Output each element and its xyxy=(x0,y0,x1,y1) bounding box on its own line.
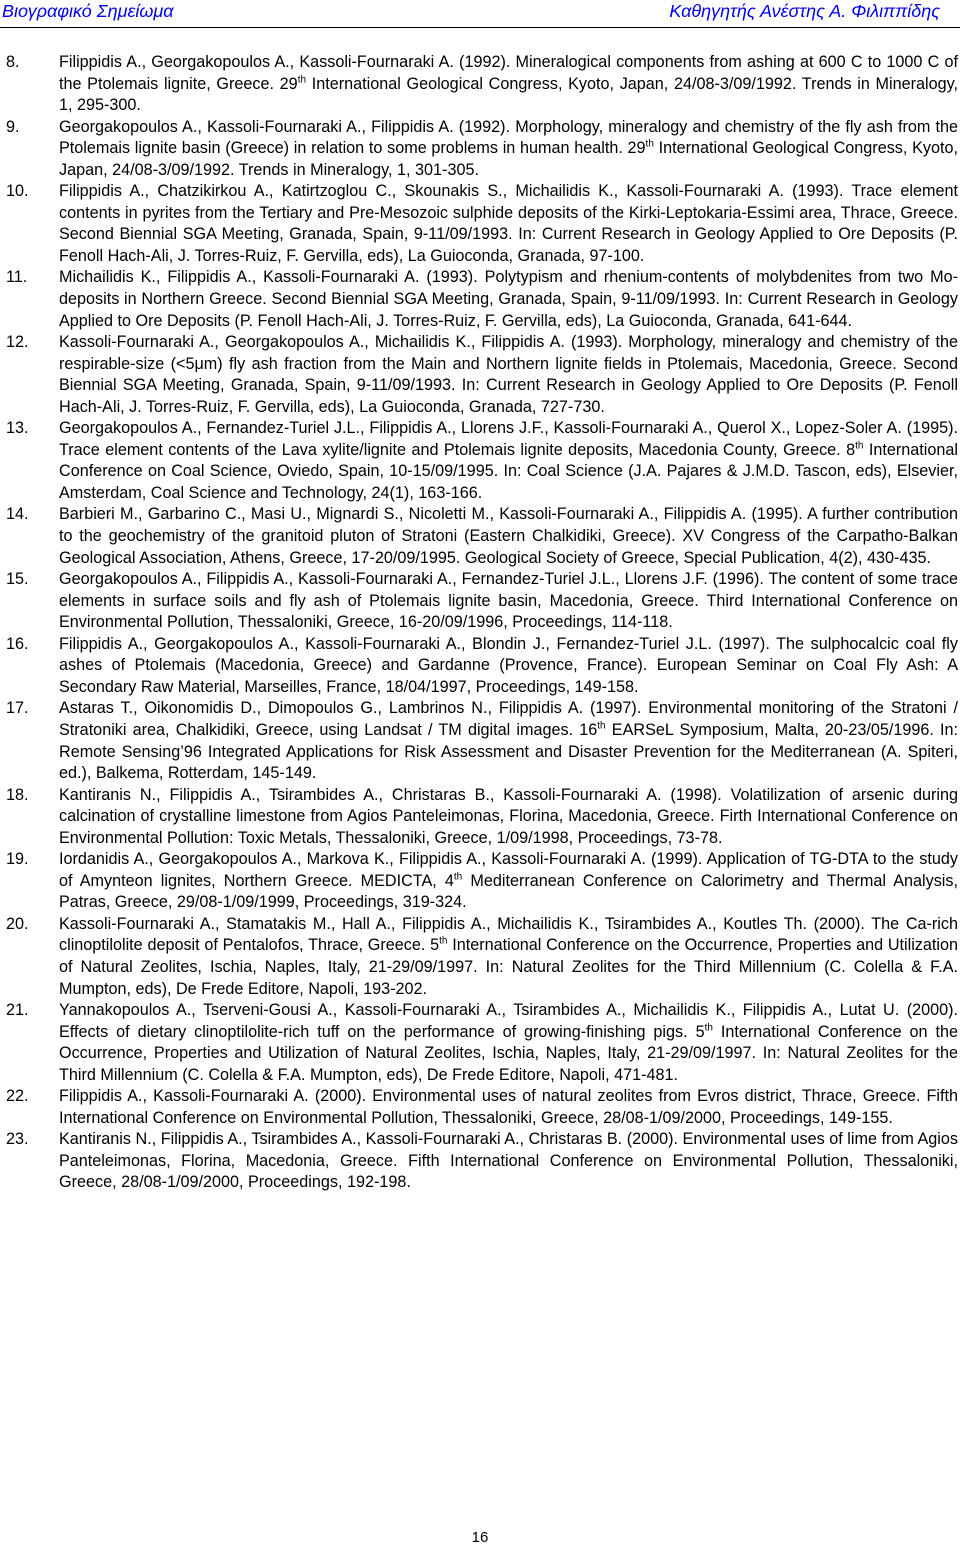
reference-text: Kantiranis N., Filippidis A., Tsirambides A., Kassoli-Fournaraki A., Christaras B. (2000). Environmental uses of lime from Agios Panteleimonas, Florina, Macedonia, Greece. Fifth International Conference on Environmental Pollution, Thessaloniki, Greece, 28/08-1/09/2000, Proceedings, 192-198. xyxy=(59,1130,958,1192)
header-rule xyxy=(0,27,960,28)
ordinal-superscript: th xyxy=(453,871,463,883)
reference-text-continued: International Conference on the Occurrence, Properties and Utilization of Natural Zeolites, Ischia, Naples, Italy, 21-29/09/1997. In: Natural Zeolites for the Third Millennium (C. Colella & F.A. Mumpton, eds), De Frede Editore, Napoli, 193-202. xyxy=(59,936,959,998)
reference-number: 20. xyxy=(6,914,29,933)
header-right-title: Καθηγητής Ανέστης Α. Φιλιππίδης xyxy=(669,1,940,21)
reference-text: Iordanidis A., Georgakopoulos A., Markova K., Filippidis A., Kassoli-Fournaraki A. (1999). Application of TG-DTA to the study of Amynteon lignites, Northern Greece. MEDICTA, 4 xyxy=(59,850,958,890)
reference-text: Kantiranis N., Filippidis A., Tsirambides A., Christaras B., Kassoli-Fournaraki A. (1998). Volatilization of arsenic during calcination of crystalline limestone from Agios Panteleimonas, Florina, Macedonia, Greece. Firth International Conference on Environmental Pollution: Toxic Metals, Thessaloniki, Greece, 1/09/1998, Proceedings, 73-78. xyxy=(59,785,958,847)
reference-number: 12. xyxy=(6,333,29,352)
reference-text: Georgakopoulos A., Filippidis A., Kassoli-Fournaraki A., Fernandez-Turiel J.L., Llorens J.F. (1996). The content of some trace elements in surface soils and fly ash of Ptolemais lignite basin, Macedonia, Greece. Third International Conference on Environmental Pollution, Thessaloniki, Greece, 16-20/09/1996, Proceedings, 114-118. xyxy=(59,570,958,632)
reference-text: Georgakopoulos A., Kassoli-Fournaraki A., Filippidis A. (1992). Morphology, mineralogy and chemistry of the fly ash from the Ptolemais lignite basin (Greece) in relation to some problems in human health. 29 xyxy=(59,117,958,158)
reference-number: 13. xyxy=(6,419,29,438)
reference-item xyxy=(6,698,958,784)
reference-item xyxy=(6,634,958,699)
ordinal-superscript: th xyxy=(297,74,307,86)
reference-text: Filippidis A., Georgakopoulos A., Kassoli-Fournaraki A., Blondin J., Fernandez-Turiel J.L. (1997). The sulphocalcic coal fly ashes of Ptolemais (Macedonia, Greece) and Gardanne (Provence, France). European Seminar on Coal Fly Ash: A Secondary Raw Material, Marseilles, France, 18/04/1997, Proceedings, 149-158. xyxy=(59,634,958,696)
reference-item xyxy=(6,785,958,850)
ordinal-superscript: th xyxy=(704,1022,713,1034)
reference-item xyxy=(6,1086,958,1129)
reference-text: Filippidis A., Georgakopoulos A., Kassoli-Fournaraki A. (1992). Mineralogical components from ashing at 600 C to 1000 C of the Ptolemais lignite, Greece. 29 xyxy=(59,53,958,93)
reference-text: Filippidis A., Chatzikirkou A., Katirtzoglou C., Skounakis S., Michailidis K., Kassoli-Fournaraki A. (1993). Trace element contents in pyrites from the Tertiary and Pre-Mesozoic sulphide deposits of the Kirki-Leptokaria-Essimi area, Thrace, Greece. Second Biennial SGA Meeting, Granada, Spain, 9-11/09/1993. In: Current Research in Geology Applied to Ore Deposits (P. Fenoll Hach-Ali, J. Torres-Ruiz, F. Gervilla, eds), La Guioconda, Granada, 97-100. xyxy=(59,182,958,265)
reference-text: Michailidis K., Filippidis A., Kassoli-Fournaraki A. (1993). Polytypism and rhenium-contents of molybdenites from two Mo-deposits in Northern Greece. Second Biennial SGA Meeting, Granada, Spain, 9-11/09/1993. In: Current Research in Geology Applied to Ore Deposits (P. Fenoll Hach-Ali, J. Torres-Ruiz, F. Gervilla, eds), La Guioconda, Granada, 641-644. xyxy=(59,268,958,330)
reference-text: Georgakopoulos A., Fernandez-Turiel J.L., Filippidis A., Llorens J.F., Kassoli-Fournaraki A., Querol X., Lopez-Soler A. (1995). Trace element contents of the Lava xylite/lignite and Ptolemais lignite deposits, Macedonia County, Greece. 8 xyxy=(59,419,958,459)
reference-item xyxy=(6,1000,958,1086)
reference-item xyxy=(6,504,958,569)
reference-number: 22. xyxy=(6,1087,29,1106)
header-left-title: Βιογραφικό Σημείωμα xyxy=(2,1,174,21)
reference-number: 14. xyxy=(6,505,29,524)
reference-item xyxy=(6,181,958,267)
reference-item xyxy=(6,914,958,1000)
reference-number: 19. xyxy=(6,850,29,869)
reference-text: Yannakopoulos A., Tserveni-Gousi A., Kassoli-Fournaraki A., Tsirambides A., Michailidis K., Filippidis A., Lutat U. (2000). Effects of dietary clinoptilolite-rich tuff on the performance of growing-finishing pigs. 5 xyxy=(59,1001,958,1041)
reference-text: Filippidis A., Kassoli-Fournaraki A. (2000). Environmental uses of natural zeolites from Evros district, Thrace, Greece. Fifth International Conference on Environmental Pollution, Thessaloniki, Greece, 28/08-1/09/2000, Proceedings, 149-155. xyxy=(59,1087,958,1127)
reference-number: 23. xyxy=(6,1130,29,1149)
reference-number: 8. xyxy=(6,53,20,71)
reference-number: 21. xyxy=(6,1001,29,1020)
reference-list xyxy=(6,52,958,1194)
reference-number: 15. xyxy=(6,570,29,589)
reference-item xyxy=(6,569,958,634)
reference-item xyxy=(6,332,958,418)
reference-item xyxy=(6,117,958,182)
reference-text-continued: International Geological Congress, Kyoto, Japan, 24/08-3/09/1992. Trends in Mineralogy, 1, 301-305. xyxy=(59,139,958,179)
reference-item xyxy=(6,849,958,914)
reference-item xyxy=(6,418,958,504)
reference-text-continued: International Geological Congress, Kyoto, Japan, 24/08-3/09/1992. Trends in Mineralogy, 1, 295-300. xyxy=(59,74,958,115)
reference-number: 17. xyxy=(6,699,29,718)
ordinal-superscript: th xyxy=(855,440,864,452)
reference-number: 16. xyxy=(6,634,29,653)
reference-number: 11. xyxy=(6,268,28,287)
page-number: 16 xyxy=(471,1529,489,1546)
reference-text-continued: EARSeL Symposium, Malta, 20-23/05/1996. In: Remote Sensing’96 Integrated Applications for Risk Assessment and Disaster Prevention for the Mediterranean (A. Spiteri, ed.), Balkema, Rotterdam, 145-149. xyxy=(59,720,958,783)
ordinal-superscript: th xyxy=(645,138,654,150)
reference-text-continued: International Conference on Coal Science, Oviedo, Spain, 10-15/09/1995. In: Coal Science (J.A. Pajares & J.M.D. Tascon, eds), Elsevier, Amsterdam, Coal Science and Technology, 24(1), 163-166. xyxy=(59,440,958,502)
reference-text-continued: International Conference on the Occurrence, Properties and Utilization of Natural Zeolites, Ischia, Naples, Italy, 21-29/09/1997. In: Natural Zeolites for the Third Millennium (C. Colella & F.A. Mumpton, eds), De Frede Editore, Napoli, 471-481. xyxy=(59,1022,958,1084)
reference-text: Astaras T., Oikonomidis D., Dimopoulos G., Lambrinos N., Filippidis A. (1997). Environmental monitoring of the Stratoni / Stratoniki area, Chalkidiki, Greece, using Landsat / TM digital images. 16 xyxy=(59,699,958,739)
reference-text: Kassoli-Fournaraki A., Georgakopoulos A., Michailidis K., Filippidis A. (1993). Morphology, mineralogy and chemistry of the respirable-size (<5μm) fly ash fraction from the Main and Northern lignite fields in Ptolemais, Macedonia, Greece. Second Biennial SGA Meeting, Granada, Spain, 9-11/09/1993. In: Current Research in Geology Applied to Ore Deposits (P. Fenoll Hach-Ali, J. Torres-Ruiz, F. Gervilla, eds), La Guioconda, Granada, 727-730. xyxy=(59,333,958,416)
reference-item xyxy=(6,267,958,332)
reference-number: 9. xyxy=(6,117,20,136)
reference-item xyxy=(6,1129,958,1194)
reference-number: 18. xyxy=(6,785,29,804)
ordinal-superscript: th xyxy=(439,936,448,948)
reference-item xyxy=(6,52,958,117)
page-header xyxy=(0,0,960,28)
reference-text: Kassoli-Fournaraki A., Stamatakis M., Hall A., Filippidis A., Michailidis K., Tsirambides A., Koutles Th. (2000). The Ca-rich clinoptilolite deposit of Pentalofos, Thrace, Greece. 5 xyxy=(59,914,958,955)
reference-number: 10. xyxy=(6,182,29,201)
ordinal-superscript: th xyxy=(597,720,606,732)
reference-text-continued: Mediterranean Conference on Calorimetry and Thermal Analysis, Patras, Greece, 29/08-1/09/1999, Proceedings, 319-324. xyxy=(59,871,958,912)
reference-text: Barbieri M., Garbarino C., Masi U., Mignardi S., Nicoletti M., Kassoli-Fournaraki A., Filippidis A. (1995). A further contribution to the geochemistry of the granitoid pluton of Stratoni (Eastern Chalkidiki, Greece). XV Congress of the Carpatho-Balkan Geological Association, Athens, Greece, 17-20/09/1995. Geological Society of Greece, Special Publication, 4(2), 430-435. xyxy=(59,505,958,567)
